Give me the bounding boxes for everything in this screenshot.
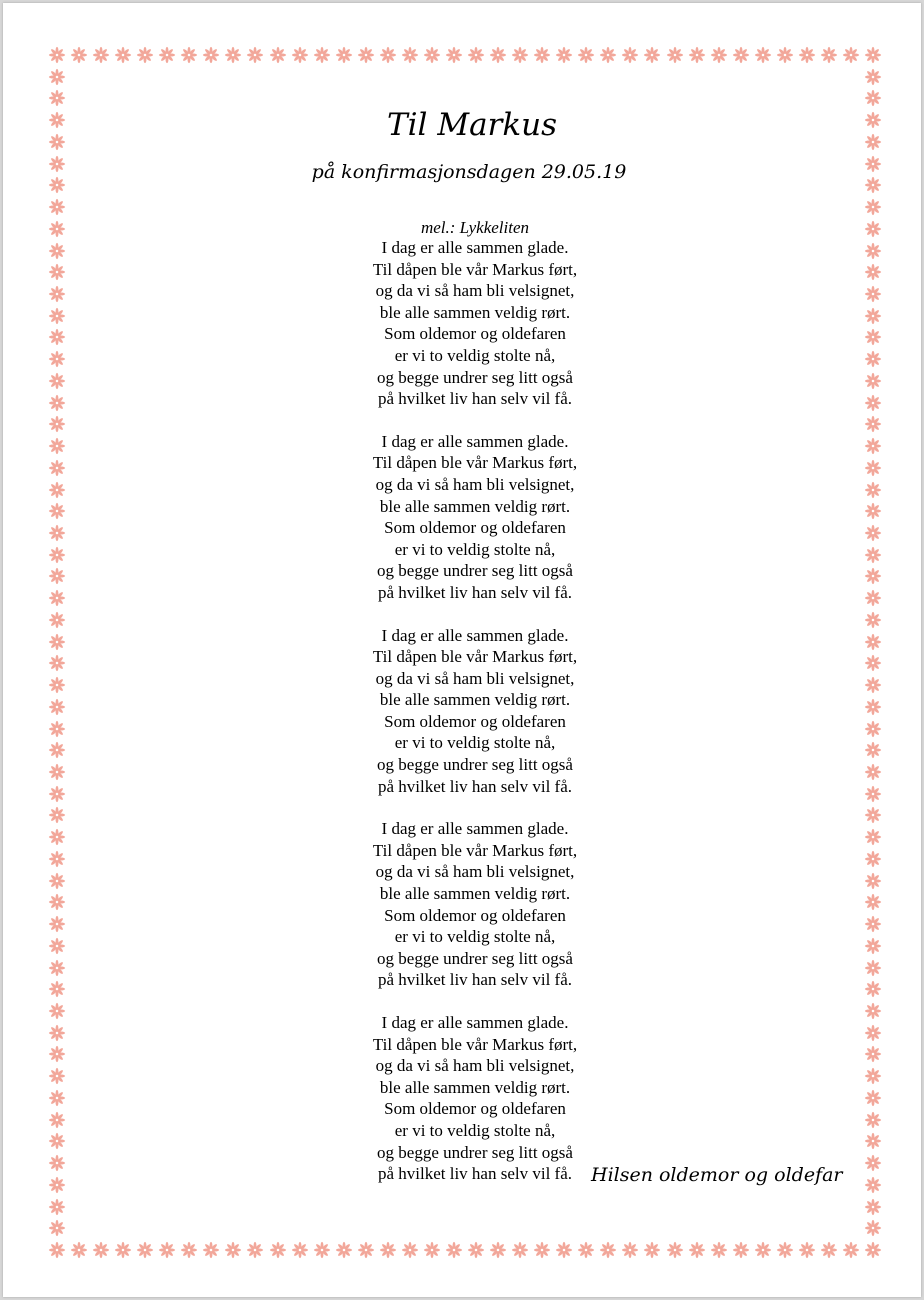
verse-line: og da vi så ham bli velsignet, (375, 862, 575, 882)
verse-line: og begge undrer seg litt også (377, 561, 573, 581)
verse-line: I dag er alle sammen glade. (381, 431, 569, 451)
page-content (3, 3, 921, 1297)
verse-line: og begge undrer seg litt også (377, 367, 573, 387)
verse-line: I dag er alle sammen glade. (381, 625, 569, 645)
verse-line: ble alle sammen veldig rørt. (379, 884, 571, 904)
verse-line: og begge undrer seg litt også (377, 755, 573, 775)
verse-line: Til dåpen ble vår Markus ført, (372, 259, 578, 279)
verse-line: Som oldemor og oldefaren (384, 1099, 566, 1119)
verse-line: på hvilket liv han selv vil få. (377, 776, 573, 796)
verse-line: ble alle sammen veldig rørt. (379, 690, 571, 710)
verse-line: og da vi så ham bli velsignet, (375, 281, 575, 301)
verse-line: på hvilket liv han selv vil få. (377, 970, 573, 990)
verse-line: er vi to veldig stolte nå, (394, 345, 556, 365)
verse-line: ble alle sammen veldig rørt. (379, 496, 571, 516)
verse-line: Til dåpen ble vår Markus ført, (372, 453, 578, 473)
verse (3, 237, 924, 410)
verse-line: og da vi så ham bli velsignet, (375, 1056, 575, 1076)
verse-line: er vi to veldig stolte nå, (394, 1120, 556, 1140)
verse-line: Til dåpen ble vår Markus ført, (372, 1034, 578, 1054)
verse-line: I dag er alle sammen glade. (381, 819, 569, 839)
verse-line: Som oldemor og oldefaren (384, 324, 566, 344)
page-subtitle: på konfirmasjonsdagen 29.05.19 (311, 161, 627, 183)
verse (3, 431, 924, 604)
verse-line: er vi to veldig stolte nå, (394, 927, 556, 947)
verse-line: ble alle sammen veldig rørt. (379, 302, 571, 322)
verse-line: på hvilket liv han selv vil få. (377, 582, 573, 602)
verse-line: Som oldemor og oldefaren (384, 711, 566, 731)
verse-line: er vi to veldig stolte nå, (394, 539, 556, 559)
verse-line: ble alle sammen veldig rørt. (379, 1077, 571, 1097)
melody-label: mel.: Lykkeliten (420, 218, 530, 237)
verse-line: og begge undrer seg litt også (377, 948, 573, 968)
verse-line: og da vi så ham bli velsignet, (375, 474, 575, 494)
verse-line: Som oldemor og oldefaren (384, 905, 566, 925)
verse-line: og begge undrer seg litt også (377, 1142, 573, 1162)
song-verses (3, 237, 924, 1206)
verse-line: og da vi så ham bli velsignet, (375, 668, 575, 688)
page-title: Til Markus (386, 107, 558, 143)
verse-line: Til dåpen ble vår Markus ført, (372, 647, 578, 667)
verse-line: Som oldemor og oldefaren (384, 518, 566, 538)
verse-line: I dag er alle sammen glade. (381, 238, 569, 257)
signature: Hilsen oldemor og oldefar (591, 1164, 843, 1186)
verse-line: Til dåpen ble vår Markus ført, (372, 840, 578, 860)
verse (3, 818, 924, 991)
verse-line: på hvilket liv han selv vil få. (377, 389, 573, 409)
verse-line: er vi to veldig stolte nå, (394, 733, 556, 753)
verse (3, 625, 924, 798)
verse-line: på hvilket liv han selv vil få. (377, 1164, 573, 1184)
verse-line: I dag er alle sammen glade. (381, 1013, 569, 1032)
verse (3, 1012, 924, 1185)
document-page (3, 3, 921, 1297)
